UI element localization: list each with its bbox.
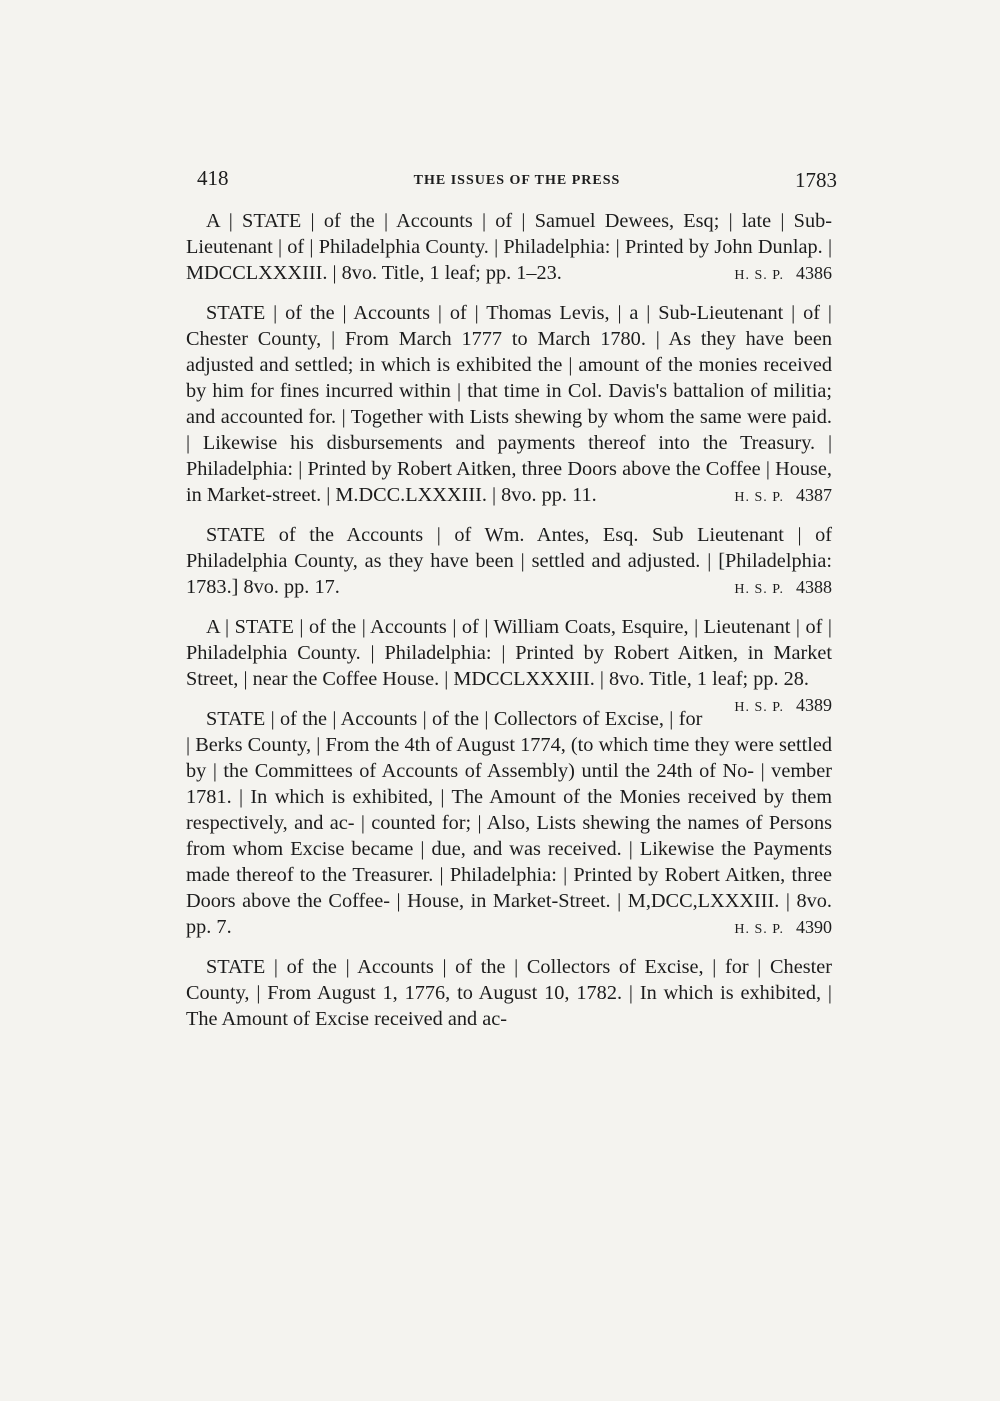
entry-reference <box>714 260 832 289</box>
page-header <box>197 166 837 196</box>
bibliography-entry <box>186 208 832 286</box>
entry-reference <box>714 692 832 721</box>
page-number: 418 <box>197 166 229 190</box>
bibliography-entry <box>186 300 832 508</box>
entry-number: 4389 <box>796 695 832 715</box>
bibliography-entries <box>186 208 832 1046</box>
entry-reference <box>714 574 832 603</box>
library-code: H. S. P. <box>734 582 784 597</box>
bibliography-entry <box>186 522 832 600</box>
entry-text: STATE | of the | Accounts | of the | Collectors of Excise, | for | Chester County, | From August 1, 1776, to August 10, 1782. | In which is exhibited, | The Amount of Excise received and ac- <box>186 956 832 1030</box>
header-year: 1783 <box>795 168 837 192</box>
entry-reference <box>714 482 832 511</box>
library-code: H. S. P. <box>734 700 784 715</box>
library-code: H. S. P. <box>734 922 784 937</box>
entry-number: 4388 <box>796 577 832 597</box>
entry-text: STATE | of the | Accounts | of | Thomas Levis, | a | Sub-Lieutenant | of | Chester County, | From March 1777 to March 1780. | As they have been adjusted and settled; in which is exhibited the | amount of the monies received by him for fines incurred within | that time in Col. Davis's battalion of militia; and accounted for. | Together with Lists shewing by whom the same were paid. | Likewise his disbursements and payments thereof into the Treasury. | Philadelphia: | Printed by Robert Aitken, three Doors above the Coffee | House, in Market-street. | M.DCC.LXXXIII. | 8vo. pp. 11. <box>186 302 832 506</box>
entry-number: 4386 <box>796 263 832 283</box>
bibliography-entry <box>186 954 832 1032</box>
entry-number: 4387 <box>796 485 832 505</box>
entry-text: STATE of the Accounts | of Wm. Antes, Esq. Sub Lieutenant | of Philadelphia County, as they have been | settled and adjusted. | [Philadelphia: 1783.] 8vo. pp. 17. <box>186 524 832 598</box>
bibliography-entry <box>186 614 832 715</box>
library-code: H. S. P. <box>734 268 784 283</box>
entry-text: A | STATE | of the | Accounts | of | Samuel Dewees, Esq; | late | Sub-Lieutenant | of | Philadelphia County. | Philadelphia: | Printed by John Dunlap. | MDCCLXXXIII. | 8vo. Title, 1 leaf; pp. 1–23. <box>186 210 832 284</box>
library-code: H. S. P. <box>734 490 784 505</box>
entry-reference <box>714 914 832 943</box>
bibliography-entry <box>186 706 832 940</box>
entry-text: A | STATE | of the | Accounts | of | William Coats, Esquire, | Lieutenant | of | Philadelphia County. | Philadelphia: | Printed by Robert Aitken, in Market Street, | near the Coffee House. | MDCCLXXXIII. | 8vo. Title, 1 leaf; pp. 28. <box>186 616 832 690</box>
entry-text: STATE | of the | Accounts | of the | Collectors of Excise, | for | Berks County, | From the 4th of August 1774, (to which time they were settled by | the Committees of Accounts of Assembly) until the 24th of No- | vember 1781. | In which is exhibited, | The Amount of the Monies received by them respectively, and ac- | counted for; | Also, Lists shewing the names of Persons from whom Excise became | due, and was received. | Likewise the Payments made thereof to the Treasurer. | Philadelphia: | Printed by Robert Aitken, three Doors above the Coffee- | House, in Market-Street. | M,DCC,LXXXIII. | 8vo. pp. 7. <box>186 708 832 938</box>
entry-number: 4390 <box>796 917 832 937</box>
running-title: THE ISSUES OF THE PRESS <box>413 173 621 188</box>
